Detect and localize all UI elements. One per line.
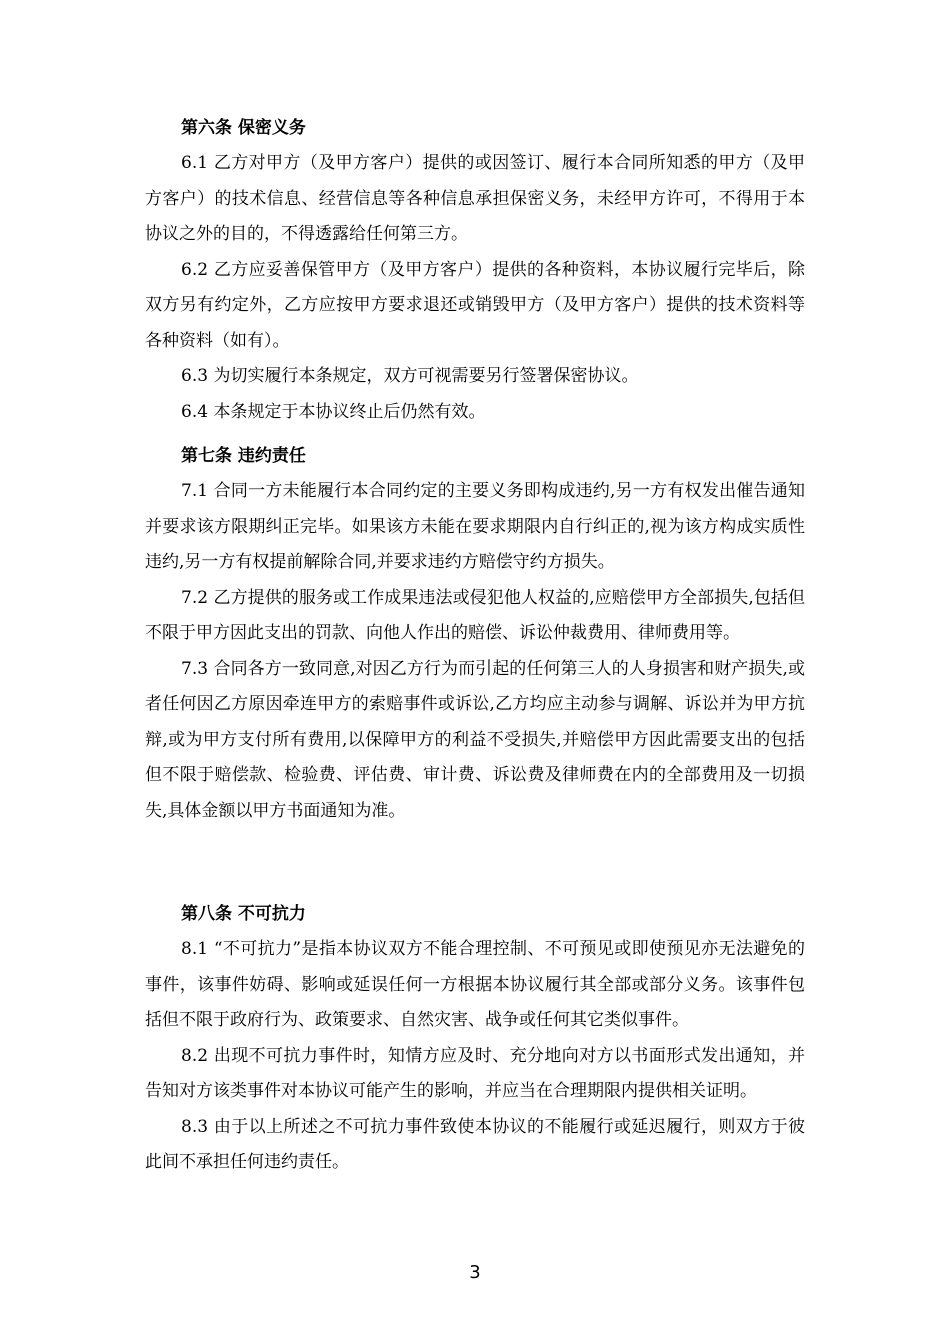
clause-7-2: 7.2 乙方提供的服务或工作成果违法或侵犯他人权益的,应赔偿甲方全部损失,包括但不限于甲方因此支出的罚款、向他人作出的赔偿、诉讼仲裁费用、律师费用等。: [145, 587, 805, 643]
section-article-8: [145, 902, 805, 1181]
clause-7-1: 7.1 合同一方未能履行本合同约定的主要义务即构成违约,另一方有权发出催告通知并要求该方限期纠正完毕。如果该方未能在要求期限内自行纠正的,视为该方构成实质性违约,另一方有权提前解除合同,并要求违约方赔偿守约方损失。: [145, 481, 805, 572]
section-heading: 第七条 违约责任: [181, 446, 306, 466]
clause-7-3: 7.3 合同各方一致同意,对因乙方行为而引起的任何第三人的人身损害和财产损失,或者任何因乙方原因牵连甲方的索赔事件或诉讼,乙方均应主动参与调解、诉讼并为甲方抗辩,或为甲方支付所有费用,以保障甲方的利益不受损失,并赔偿甲方因此需要支出的包括但不限于赔偿款、检验费、评估费、审计费、诉讼费及律师费在内的全部费用及一切损失,具体金额以甲方书面通知为准。: [145, 658, 805, 821]
clause-6-4: 6.4 本条规定于本协议终止后仍然有效。: [181, 401, 486, 422]
clause-8-2: 8.2 出现不可抗力事件时，知情方应及时、充分地向对方以书面形式发出通知，并告知对方该类事件对本协议可能产生的影响，并应当在合理期限内提供相关证明。: [145, 1045, 805, 1101]
clause-6-1: 6.1 乙方对甲方（及甲方客户）提供的或因签订、履行本合同所知悉的甲方（及甲方客户）的技术信息、经营信息等各种信息承担保密义务，未经甲方许可，不得用于本协议之外的目的，不得透露给任何第三方。: [145, 153, 805, 244]
section-heading: 第八条 不可抗力: [181, 904, 306, 924]
section-article-6: [145, 116, 805, 430]
clause-8-3: 8.3 由于以上所述之不可抗力事件致使本协议的不能履行或延迟履行，则双方于彼此间不承担任何违约责任。: [145, 1116, 805, 1172]
clause-8-1: 8.1 “不可抗力”是指本协议双方不能合理控制、不可预见或即使预见亦无法避免的事件，该事件妨碍、影响或延误任何一方根据本协议履行其全部或部分义务。该事件包括但不限于政府行为、政策要求、自然灾害、战争或任何其它类似事件。: [145, 939, 805, 1030]
section-heading: 第六条 保密义务: [181, 118, 306, 138]
page-number: 3: [469, 1262, 481, 1283]
section-article-7: [145, 444, 805, 829]
clause-6-3: 6.3 为切实履行本条规定，双方可视需要另行签署保密协议。: [181, 366, 639, 386]
clause-6-2: 6.2 乙方应妥善保管甲方（及甲方客户）提供的各种资料，本协议履行完毕后，除双方另有约定外，乙方应按甲方要求退还或销毁甲方（及甲方客户）提供的技术资料等各种资料（如有）。: [145, 259, 805, 351]
